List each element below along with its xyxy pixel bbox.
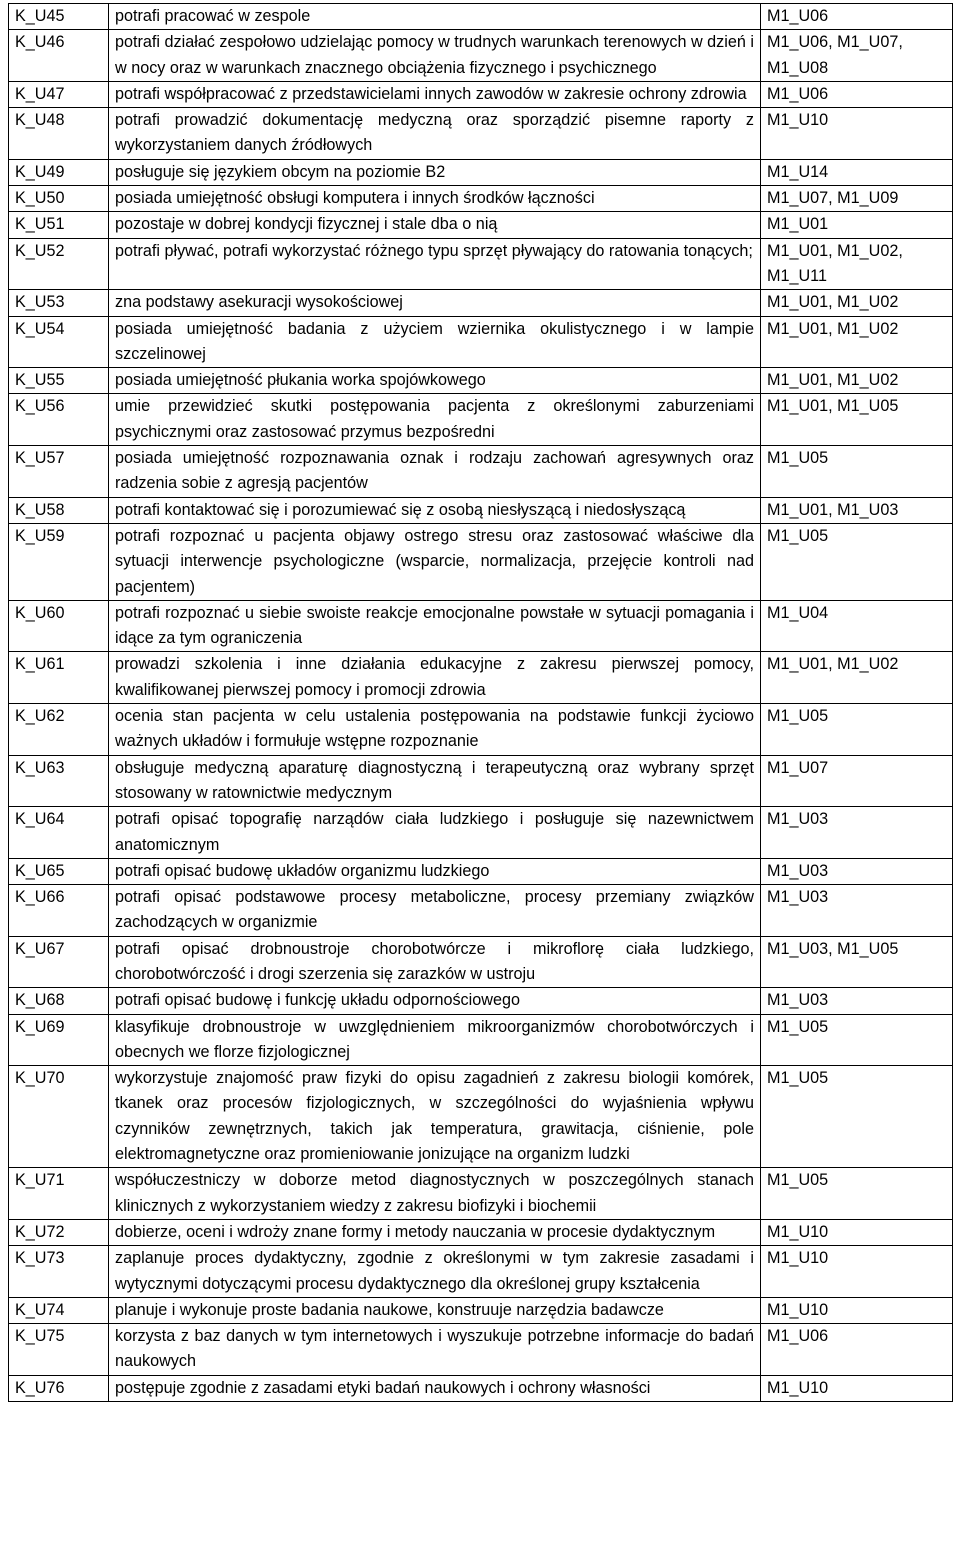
outcome-description-cell: posiada umiejętność obsługi komputera i innych środków łączności [109,186,761,212]
outcome-reference-cell: M1_U01, M1_U02 [761,368,953,394]
outcome-reference-cell: M1_U06 [761,4,953,30]
table-row [9,1014,953,1066]
outcome-reference-cell: M1_U05 [761,1014,953,1066]
outcome-reference-cell: M1_U07, M1_U09 [761,186,953,212]
outcome-reference-cell: M1_U06, M1_U07, M1_U08 [761,30,953,82]
outcome-code-cell: K_U50 [9,186,109,212]
outcome-description-cell: wykorzystuje znajomość praw fizyki do opisu zagadnień z zakresu biologii komórek, tkanek oraz procesów fizjologicznych, w szczególności do wyjaśnienia wpływu czynników zewnętrznych, takich jak temperatura, grawitacja, ciśnienie, pole elektromagnetyczne oraz promieniowanie jonizujące na organizm ludzki [109,1066,761,1168]
outcome-reference-cell: M1_U01, M1_U02, M1_U11 [761,238,953,290]
outcome-code-cell: K_U62 [9,704,109,756]
outcome-description-cell: potrafi opisać podstawowe procesy metaboliczne, procesy przemiany związków zachodzących w organizmie [109,885,761,937]
outcome-description-cell: potrafi pływać, potrafi wykorzystać różnego typu sprzęt pływający do ratowania tonących; [109,238,761,290]
outcome-reference-cell: M1_U10 [761,1375,953,1401]
table-row [9,885,953,937]
outcome-description-cell: potrafi rozpoznać u pacjenta objawy ostrego stresu oraz zastosować właściwe dla sytuacji interwencje psychologiczne (wsparcie, normalizacja, przejęcie kontroli nad pacjentem) [109,523,761,600]
outcome-description-cell: posiada umiejętność płukania worka spojówkowego [109,368,761,394]
outcome-reference-cell: M1_U10 [761,108,953,160]
outcome-code-cell: K_U47 [9,81,109,107]
outcome-code-cell: K_U56 [9,394,109,446]
learning-outcomes-table [8,3,953,1402]
outcome-reference-cell: M1_U10 [761,1246,953,1298]
outcome-description-cell: postępuje zgodnie z zasadami etyki badań naukowych i ochrony własności [109,1375,761,1401]
outcome-code-cell: K_U64 [9,807,109,859]
table-row [9,807,953,859]
table-row [9,186,953,212]
outcome-description-cell: prowadzi szkolenia i inne działania edukacyjne z zakresu pierwszej pomocy, kwalifikowanej pierwszej pomocy i promocji zdrowia [109,652,761,704]
outcome-description-cell: potrafi opisać budowę i funkcję układu odpornościowego [109,988,761,1014]
table-row [9,497,953,523]
table-row [9,30,953,82]
table-row [9,652,953,704]
outcome-description-cell: potrafi pracować w zespole [109,4,761,30]
outcome-code-cell: K_U60 [9,600,109,652]
outcome-description-cell: współuczestniczy w doborze metod diagnostycznych w poszczególnych stanach klinicznych z wykorzystaniem wiedzy z zakresu biofizyki i biochemii [109,1168,761,1220]
outcome-code-cell: K_U74 [9,1297,109,1323]
outcome-reference-cell: M1_U07 [761,755,953,807]
outcome-code-cell: K_U70 [9,1066,109,1168]
outcome-reference-cell: M1_U01, M1_U02 [761,652,953,704]
outcome-code-cell: K_U54 [9,316,109,368]
table-row [9,1375,953,1401]
outcome-description-cell: posługuje się językiem obcym na poziomie B2 [109,159,761,185]
table-row [9,755,953,807]
outcome-description-cell: obsługuje medyczną aparaturę diagnostyczną i terapeutyczną oraz wybrany sprzęt stosowany w ratownictwie medycznym [109,755,761,807]
outcome-description-cell: posiada umiejętność badania z użyciem wziernika okulistycznego i w lampie szczelinowej [109,316,761,368]
outcome-reference-cell: M1_U05 [761,1168,953,1220]
table-row [9,368,953,394]
outcome-reference-cell: M1_U01, M1_U02 [761,290,953,316]
outcome-reference-cell: M1_U06 [761,1324,953,1376]
outcome-code-cell: K_U51 [9,212,109,238]
outcome-code-cell: K_U57 [9,446,109,498]
outcome-code-cell: K_U59 [9,523,109,600]
outcome-description-cell: potrafi współpracować z przedstawicielami innych zawodów w zakresie ochrony zdrowia [109,81,761,107]
table-row [9,1219,953,1245]
table-body [9,4,953,1402]
table-row [9,81,953,107]
table-row [9,4,953,30]
outcome-reference-cell: M1_U03 [761,885,953,937]
outcome-reference-cell: M1_U03, M1_U05 [761,936,953,988]
outcome-code-cell: K_U68 [9,988,109,1014]
outcome-reference-cell: M1_U06 [761,81,953,107]
outcome-reference-cell: M1_U05 [761,523,953,600]
outcome-code-cell: K_U49 [9,159,109,185]
table-row [9,858,953,884]
outcome-reference-cell: M1_U03 [761,807,953,859]
outcome-reference-cell: M1_U04 [761,600,953,652]
outcome-reference-cell: M1_U05 [761,446,953,498]
outcome-description-cell: potrafi prowadzić dokumentację medyczną oraz sporządzić pisemne raporty z wykorzystaniem danych źródłowych [109,108,761,160]
outcome-code-cell: K_U67 [9,936,109,988]
outcome-description-cell: potrafi opisać drobnoustroje chorobotwórcze i mikroflorę ciała ludzkiego, chorobotwórczość i drogi szerzenia się zarazków w ustroju [109,936,761,988]
outcome-code-cell: K_U55 [9,368,109,394]
outcome-code-cell: K_U73 [9,1246,109,1298]
outcome-code-cell: K_U66 [9,885,109,937]
outcome-code-cell: K_U65 [9,858,109,884]
outcome-code-cell: K_U58 [9,497,109,523]
outcome-reference-cell: M1_U10 [761,1297,953,1323]
outcome-description-cell: zna podstawy asekuracji wysokościowej [109,290,761,316]
table-row [9,523,953,600]
table-row [9,936,953,988]
table-row [9,1066,953,1168]
table-row [9,1168,953,1220]
outcome-reference-cell: M1_U05 [761,1066,953,1168]
outcome-description-cell: potrafi kontaktować się i porozumiewać się z osobą niesłyszącą i niedosłyszącą [109,497,761,523]
outcome-reference-cell: M1_U01, M1_U02 [761,316,953,368]
outcome-description-cell: pozostaje w dobrej kondycji fizycznej i stale dba o nią [109,212,761,238]
outcome-description-cell: zaplanuje proces dydaktyczny, zgodnie z określonymi w tym zakresie zasadami i wytycznymi dotyczącymi procesu dydaktycznego dla określonej grupy kształcenia [109,1246,761,1298]
outcome-reference-cell: M1_U10 [761,1219,953,1245]
table-row [9,108,953,160]
outcome-reference-cell: M1_U01, M1_U03 [761,497,953,523]
table-row [9,1324,953,1376]
table-row [9,238,953,290]
table-row [9,394,953,446]
outcome-reference-cell: M1_U01 [761,212,953,238]
table-row [9,446,953,498]
outcome-description-cell: umie przewidzieć skutki postępowania pacjenta z określonymi zaburzeniami psychicznymi oraz zastosować przymus bezpośredni [109,394,761,446]
outcome-reference-cell: M1_U05 [761,704,953,756]
outcome-code-cell: K_U46 [9,30,109,82]
outcome-description-cell: planuje i wykonuje proste badania naukowe, konstruuje narzędzia badawcze [109,1297,761,1323]
outcome-description-cell: korzysta z baz danych w tym internetowych i wyszukuje potrzebne informacje do badań naukowych [109,1324,761,1376]
outcome-code-cell: K_U76 [9,1375,109,1401]
outcome-reference-cell: M1_U03 [761,988,953,1014]
outcome-code-cell: K_U53 [9,290,109,316]
outcome-code-cell: K_U71 [9,1168,109,1220]
outcome-code-cell: K_U63 [9,755,109,807]
outcome-description-cell: potrafi działać zespołowo udzielając pomocy w trudnych warunkach terenowych w dzień i w nocy oraz w warunkach znacznego obciążenia fizycznego i psychicznego [109,30,761,82]
outcome-description-cell: dobierze, oceni i wdroży znane formy i metody nauczania w procesie dydaktycznym [109,1219,761,1245]
outcome-code-cell: K_U45 [9,4,109,30]
table-row [9,316,953,368]
outcome-description-cell: ocenia stan pacjenta w celu ustalenia postępowania na podstawie funkcji życiowo ważnych układów i formułuje wstępne rozpoznanie [109,704,761,756]
outcome-description-cell: posiada umiejętność rozpoznawania oznak i rodzaju zachowań agresywnych oraz radzenia sobie z agresją pacjentów [109,446,761,498]
table-row [9,988,953,1014]
outcome-code-cell: K_U75 [9,1324,109,1376]
outcome-description-cell: potrafi opisać topografię narządów ciała ludzkiego i posługuje się nazewnictwem anatomicznym [109,807,761,859]
outcome-reference-cell: M1_U03 [761,858,953,884]
outcome-code-cell: K_U72 [9,1219,109,1245]
outcome-reference-cell: M1_U01, M1_U05 [761,394,953,446]
outcome-code-cell: K_U69 [9,1014,109,1066]
outcome-code-cell: K_U61 [9,652,109,704]
table-row [9,159,953,185]
table-row [9,704,953,756]
outcome-reference-cell: M1_U14 [761,159,953,185]
table-row [9,600,953,652]
outcome-code-cell: K_U52 [9,238,109,290]
table-row [9,290,953,316]
table-row [9,1246,953,1298]
outcome-description-cell: klasyfikuje drobnoustroje w uwzględnieniem mikroorganizmów chorobotwórczych i obecnych we florze fizjologicznej [109,1014,761,1066]
table-row [9,212,953,238]
table-row [9,1297,953,1323]
outcome-description-cell: potrafi opisać budowę układów organizmu ludzkiego [109,858,761,884]
outcome-code-cell: K_U48 [9,108,109,160]
outcome-description-cell: potrafi rozpoznać u siebie swoiste reakcje emocjonalne powstałe w sytuacji pomagania i idące za tym ograniczenia [109,600,761,652]
